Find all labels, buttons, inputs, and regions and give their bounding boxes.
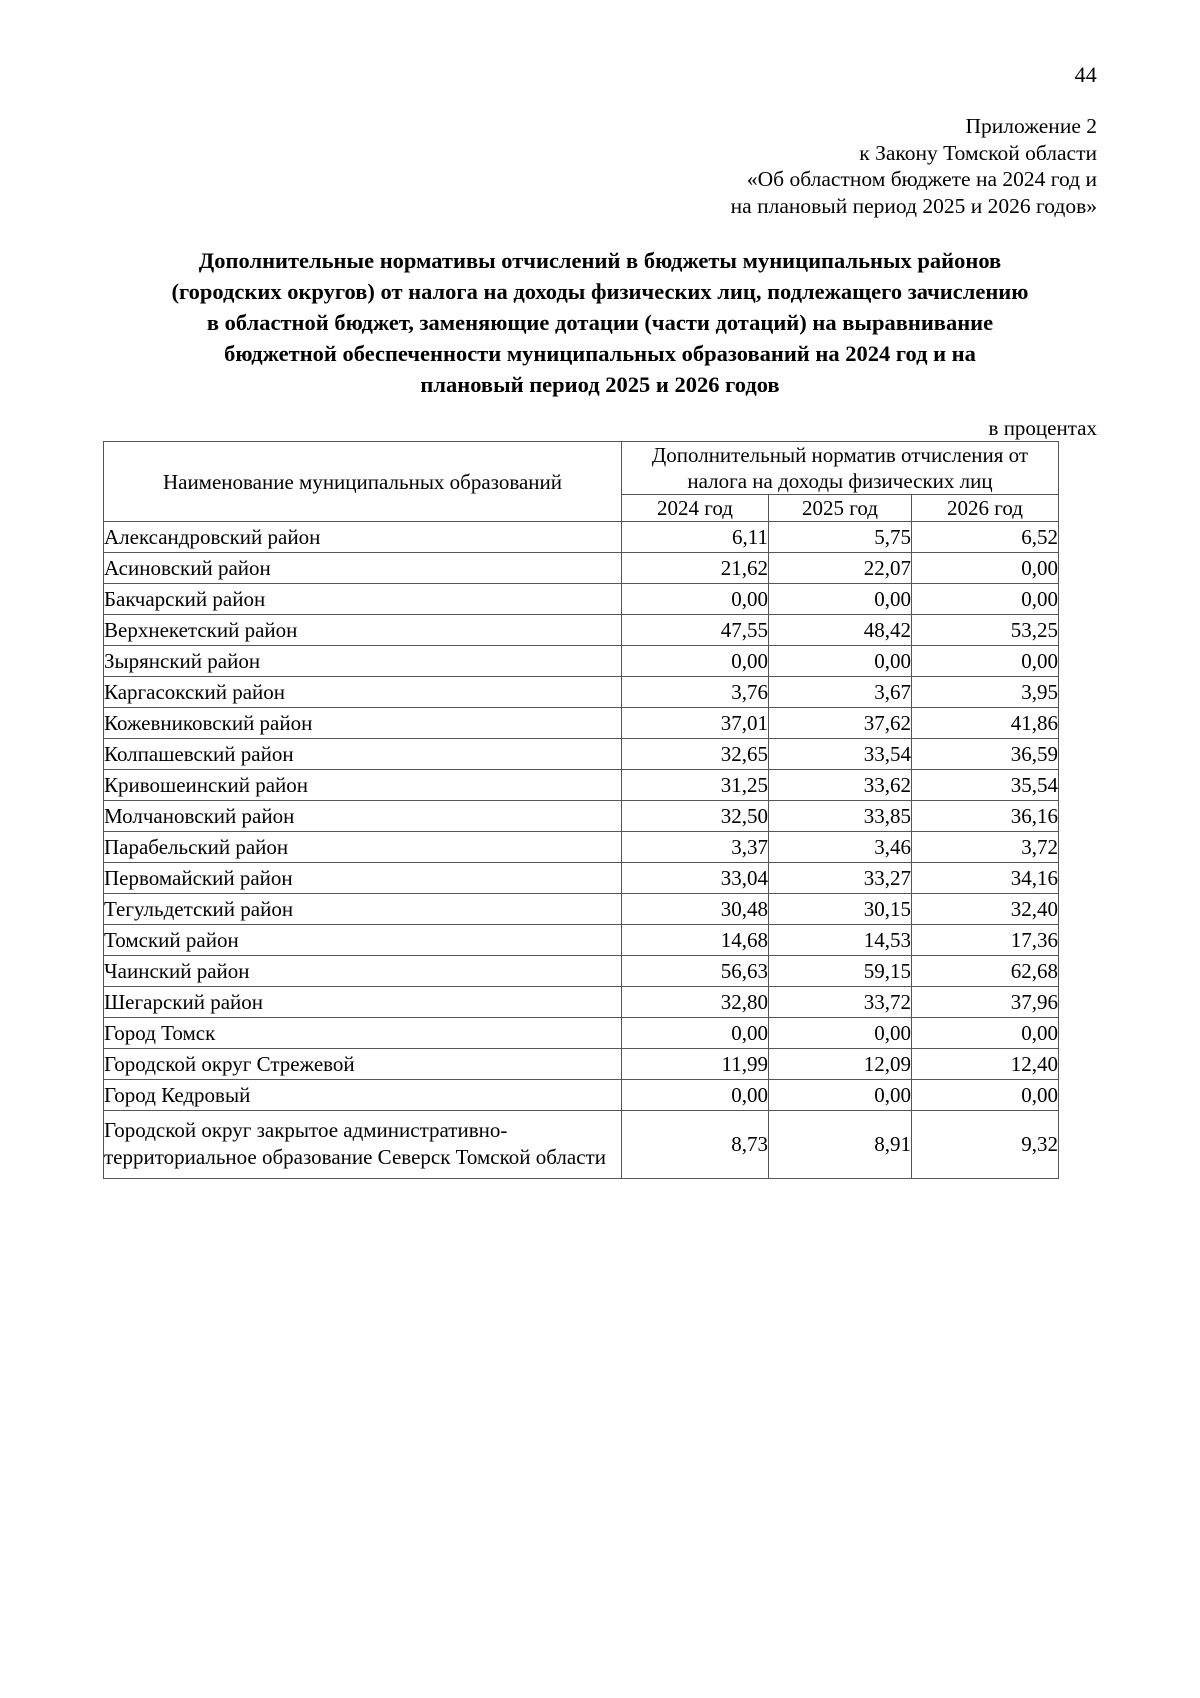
cell-rate-2025: 0,00 xyxy=(769,1018,912,1049)
cell-rate-2024: 30,48 xyxy=(622,894,769,925)
table-row xyxy=(104,677,1059,708)
cell-rate-2025: 5,75 xyxy=(769,522,912,553)
cell-rate-2025: 48,42 xyxy=(769,615,912,646)
cell-municipality-name: Зырянский район xyxy=(104,646,622,677)
cell-rate-2025: 0,00 xyxy=(769,584,912,615)
table-row xyxy=(104,708,1059,739)
table-row xyxy=(104,584,1059,615)
title-line-4: бюджетной обеспеченности муниципальных образований на 2024 год и на xyxy=(224,341,976,366)
cell-rate-2025: 0,00 xyxy=(769,1080,912,1111)
cell-rate-2026: 12,40 xyxy=(912,1049,1059,1080)
cell-rate-2024: 11,99 xyxy=(622,1049,769,1080)
cell-municipality-name: Шегарский район xyxy=(104,987,622,1018)
cell-rate-2024: 0,00 xyxy=(622,646,769,677)
cell-rate-2024: 32,80 xyxy=(622,987,769,1018)
cell-rate-2025: 3,67 xyxy=(769,677,912,708)
group-header-line-1: Дополнительный норматив отчисления от xyxy=(651,443,1029,467)
cell-rate-2024: 33,04 xyxy=(622,863,769,894)
cell-rate-2024: 3,76 xyxy=(622,677,769,708)
cell-rate-2025: 30,15 xyxy=(769,894,912,925)
units-note: в процентах xyxy=(988,416,1097,440)
cell-rate-2024: 21,62 xyxy=(622,553,769,584)
table-row xyxy=(104,925,1059,956)
appendix-line-2: к Закону Томской области xyxy=(859,140,1097,165)
cell-municipality-name: Колпашевский район xyxy=(104,739,622,770)
title-line-5: плановый период 2025 и 2026 годов xyxy=(420,372,780,397)
cell-rate-2026: 0,00 xyxy=(912,1018,1059,1049)
cell-municipality-name: Асиновский район xyxy=(104,553,622,584)
cell-rate-2026: 6,52 xyxy=(912,522,1059,553)
appendix-line-3: «Об областном бюджете на 2024 год и xyxy=(746,167,1097,191)
appendix-reference xyxy=(457,113,1097,219)
cell-rate-2024: 32,65 xyxy=(622,739,769,770)
cell-rate-2024: 0,00 xyxy=(622,1018,769,1049)
cell-rate-2026: 35,54 xyxy=(912,770,1059,801)
cell-municipality-name: Тегульдетский район xyxy=(104,894,622,925)
table-row xyxy=(104,770,1059,801)
cell-municipality-name: Александровский район xyxy=(104,522,622,553)
cell-rate-2024: 0,00 xyxy=(622,1080,769,1111)
cell-rate-2025: 8,91 xyxy=(769,1111,912,1179)
cell-rate-2024: 3,37 xyxy=(622,832,769,863)
cell-municipality-name: Город Томск xyxy=(104,1018,622,1049)
cell-rate-2024: 47,55 xyxy=(622,615,769,646)
table-row xyxy=(104,615,1059,646)
table-row xyxy=(104,863,1059,894)
cell-rate-2026: 0,00 xyxy=(912,646,1059,677)
cell-rate-2025: 0,00 xyxy=(769,646,912,677)
cell-municipality-name: Первомайский район xyxy=(104,863,622,894)
appendix-line-1: Приложение 2 xyxy=(965,114,1097,138)
cell-municipality-name: Парабельский район xyxy=(104,832,622,863)
column-header-year-2024: 2024 год xyxy=(622,495,769,522)
cell-rate-2024: 6,11 xyxy=(622,522,769,553)
table-row xyxy=(104,739,1059,770)
table-row xyxy=(104,646,1059,677)
normatives-table xyxy=(103,441,1059,1179)
table-row xyxy=(104,1080,1059,1111)
table-body xyxy=(104,522,1059,1179)
cell-rate-2026: 3,95 xyxy=(912,677,1059,708)
cell-rate-2026: 62,68 xyxy=(912,956,1059,987)
cell-municipality-name: Чаинский район xyxy=(104,956,622,987)
table-row xyxy=(104,987,1059,1018)
cell-rate-2025: 3,46 xyxy=(769,832,912,863)
cell-rate-2024: 37,01 xyxy=(622,708,769,739)
cell-rate-2026: 3,72 xyxy=(912,832,1059,863)
table-row xyxy=(104,1018,1059,1049)
cell-rate-2025: 37,62 xyxy=(769,708,912,739)
cell-rate-2025: 33,85 xyxy=(769,801,912,832)
cell-rate-2026: 17,36 xyxy=(912,925,1059,956)
cell-rate-2024: 32,50 xyxy=(622,801,769,832)
cell-municipality-name: Городской округ Стрежевой xyxy=(104,1049,622,1080)
cell-municipality-name: Кривошеинский район xyxy=(104,770,622,801)
cell-rate-2025: 22,07 xyxy=(769,553,912,584)
cell-rate-2024: 31,25 xyxy=(622,770,769,801)
cell-rate-2024: 0,00 xyxy=(622,584,769,615)
cell-rate-2026: 36,59 xyxy=(912,739,1059,770)
cell-municipality-name: Томский район xyxy=(104,925,622,956)
table-row xyxy=(104,832,1059,863)
table-header xyxy=(104,442,1059,522)
cell-rate-2026: 41,86 xyxy=(912,708,1059,739)
cell-rate-2026: 9,32 xyxy=(912,1111,1059,1179)
cell-rate-2026: 36,16 xyxy=(912,801,1059,832)
cell-rate-2024: 8,73 xyxy=(622,1111,769,1179)
cell-rate-2025: 33,62 xyxy=(769,770,912,801)
cell-rate-2026: 53,25 xyxy=(912,615,1059,646)
table-row xyxy=(104,1111,1059,1179)
table-row xyxy=(104,553,1059,584)
cell-rate-2026: 0,00 xyxy=(912,1080,1059,1111)
cell-rate-2024: 56,63 xyxy=(622,956,769,987)
cell-municipality-name: Город Кедровый xyxy=(104,1080,622,1111)
cell-municipality-name: Бакчарский район xyxy=(104,584,622,615)
cell-municipality-name: Верхнекетский район xyxy=(104,615,622,646)
cell-rate-2025: 12,09 xyxy=(769,1049,912,1080)
cell-municipality-name: Каргасокский район xyxy=(104,677,622,708)
cell-rate-2026: 34,16 xyxy=(912,863,1059,894)
group-header-line-2: налога на доходы физических лиц xyxy=(687,469,993,493)
cell-rate-2025: 33,72 xyxy=(769,987,912,1018)
cell-rate-2024: 14,68 xyxy=(622,925,769,956)
column-header-name: Наименование муниципальных образований xyxy=(104,442,622,522)
table-header-row-top xyxy=(104,442,1059,495)
cell-rate-2026: 37,96 xyxy=(912,987,1059,1018)
table-row xyxy=(104,801,1059,832)
column-header-group xyxy=(622,442,1059,495)
table-row xyxy=(104,894,1059,925)
cell-municipality-name: Кожевниковский район xyxy=(104,708,622,739)
page-number: 44 xyxy=(1074,62,1097,87)
cell-rate-2026: 32,40 xyxy=(912,894,1059,925)
title-line-1: Дополнительные нормативы отчислений в бюджеты муниципальных районов xyxy=(198,248,1002,273)
cell-rate-2025: 33,54 xyxy=(769,739,912,770)
table-row xyxy=(104,1049,1059,1080)
appendix-line-4: на плановый период 2025 и 2026 годов» xyxy=(730,193,1097,218)
title-line-3: в областной бюджет, заменяющие дотации (части дотаций) на выравнивание xyxy=(206,310,994,335)
data-table-container xyxy=(103,441,1058,1179)
column-header-year-2025: 2025 год xyxy=(769,495,912,522)
table-row xyxy=(104,522,1059,553)
cell-rate-2025: 33,27 xyxy=(769,863,912,894)
cell-rate-2026: 0,00 xyxy=(912,584,1059,615)
cell-municipality-name: Городской округ закрытое административно-территориальное образование Северск Томской области xyxy=(104,1111,622,1179)
page-title xyxy=(110,245,1090,400)
cell-municipality-name: Молчановский район xyxy=(104,801,622,832)
table-row xyxy=(104,956,1059,987)
column-header-year-2026: 2026 год xyxy=(912,495,1059,522)
cell-rate-2026: 0,00 xyxy=(912,553,1059,584)
title-line-2: (городских округов) от налога на доходы физических лиц, подлежащего зачислению xyxy=(171,279,1029,304)
cell-rate-2025: 59,15 xyxy=(769,956,912,987)
cell-rate-2025: 14,53 xyxy=(769,925,912,956)
